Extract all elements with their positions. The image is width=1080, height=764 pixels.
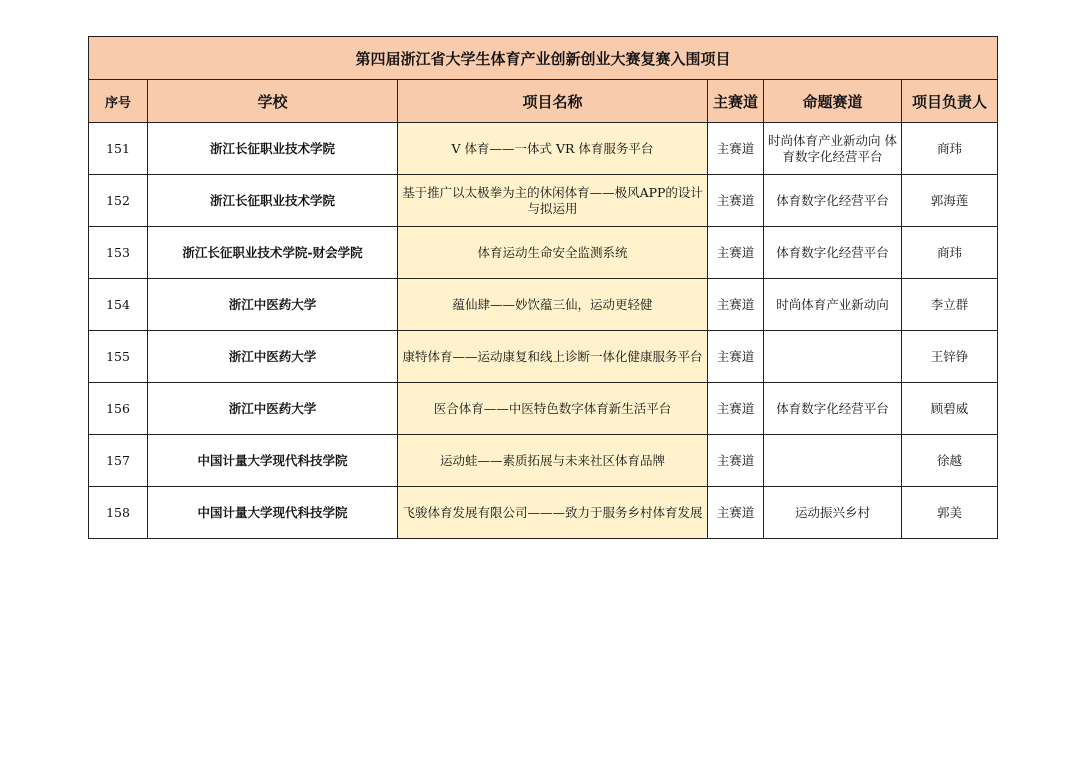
cell-main-track: 主赛道 bbox=[708, 123, 764, 175]
header-project: 项目名称 bbox=[398, 80, 708, 123]
table-title: 第四届浙江省大学生体育产业创新创业大赛复赛入围项目 bbox=[89, 37, 998, 80]
header-main-track: 主赛道 bbox=[708, 80, 764, 123]
cell-main-track: 主赛道 bbox=[708, 279, 764, 331]
cell-main-track: 主赛道 bbox=[708, 175, 764, 227]
header-school: 学校 bbox=[148, 80, 398, 123]
cell-school: 浙江中医药大学 bbox=[148, 383, 398, 435]
table-row bbox=[89, 487, 998, 539]
results-table bbox=[88, 36, 998, 539]
cell-main-track: 主赛道 bbox=[708, 383, 764, 435]
cell-no: 153 bbox=[89, 227, 148, 279]
table-row bbox=[89, 435, 998, 487]
cell-no: 155 bbox=[89, 331, 148, 383]
cell-topic-track bbox=[764, 331, 902, 383]
cell-main-track: 主赛道 bbox=[708, 435, 764, 487]
cell-leader: 徐越 bbox=[902, 435, 998, 487]
header-leader: 项目负责人 bbox=[902, 80, 998, 123]
cell-project: V 体育——一体式 VR 体育服务平台 bbox=[398, 123, 708, 175]
cell-school: 浙江长征职业技术学院 bbox=[148, 175, 398, 227]
cell-leader: 王锌铮 bbox=[902, 331, 998, 383]
cell-leader: 商玮 bbox=[902, 227, 998, 279]
cell-project: 飞骏体育发展有限公司———致力于服务乡村体育发展 bbox=[398, 487, 708, 539]
cell-main-track: 主赛道 bbox=[708, 487, 764, 539]
cell-school: 中国计量大学现代科技学院 bbox=[148, 487, 398, 539]
cell-school: 中国计量大学现代科技学院 bbox=[148, 435, 398, 487]
cell-project: 运动蛙——素质拓展与未来社区体育品牌 bbox=[398, 435, 708, 487]
cell-topic-track: 体育数字化经营平台 bbox=[764, 383, 902, 435]
cell-topic-track: 体育数字化经营平台 bbox=[764, 227, 902, 279]
cell-no: 157 bbox=[89, 435, 148, 487]
table-row bbox=[89, 175, 998, 227]
header-topic-track: 命题赛道 bbox=[764, 80, 902, 123]
cell-no: 156 bbox=[89, 383, 148, 435]
cell-leader: 商玮 bbox=[902, 123, 998, 175]
cell-school: 浙江中医药大学 bbox=[148, 331, 398, 383]
table-row bbox=[89, 383, 998, 435]
cell-main-track: 主赛道 bbox=[708, 227, 764, 279]
cell-no: 152 bbox=[89, 175, 148, 227]
cell-school: 浙江长征职业技术学院 bbox=[148, 123, 398, 175]
cell-project: 体育运动生命安全监测系统 bbox=[398, 227, 708, 279]
table-row bbox=[89, 279, 998, 331]
cell-leader: 顾碧威 bbox=[902, 383, 998, 435]
cell-leader: 李立群 bbox=[902, 279, 998, 331]
cell-topic-track: 时尚体育产业新动向 体育数字化经营平台 bbox=[764, 123, 902, 175]
cell-no: 151 bbox=[89, 123, 148, 175]
cell-main-track: 主赛道 bbox=[708, 331, 764, 383]
cell-project: 基于推广以太极拳为主的休闲体育——极风APP的设计与拟运用 bbox=[398, 175, 708, 227]
cell-leader: 郭美 bbox=[902, 487, 998, 539]
header-row bbox=[89, 80, 998, 123]
cell-project: 蕴仙肆——妙饮蕴三仙，运动更轻健 bbox=[398, 279, 708, 331]
cell-leader: 郭海莲 bbox=[902, 175, 998, 227]
cell-topic-track bbox=[764, 435, 902, 487]
cell-school: 浙江长征职业技术学院-财会学院 bbox=[148, 227, 398, 279]
table-row bbox=[89, 227, 998, 279]
cell-school: 浙江中医药大学 bbox=[148, 279, 398, 331]
table-row bbox=[89, 331, 998, 383]
cell-no: 154 bbox=[89, 279, 148, 331]
title-row bbox=[89, 37, 998, 80]
cell-topic-track: 运动振兴乡村 bbox=[764, 487, 902, 539]
cell-no: 158 bbox=[89, 487, 148, 539]
cell-project: 医合体育——中医特色数字体育新生活平台 bbox=[398, 383, 708, 435]
cell-topic-track: 体育数字化经营平台 bbox=[764, 175, 902, 227]
header-no: 序号 bbox=[89, 80, 148, 123]
table-row bbox=[89, 123, 998, 175]
cell-topic-track: 时尚体育产业新动向 bbox=[764, 279, 902, 331]
cell-project: 康特体育——运动康复和线上诊断一体化健康服务平台 bbox=[398, 331, 708, 383]
